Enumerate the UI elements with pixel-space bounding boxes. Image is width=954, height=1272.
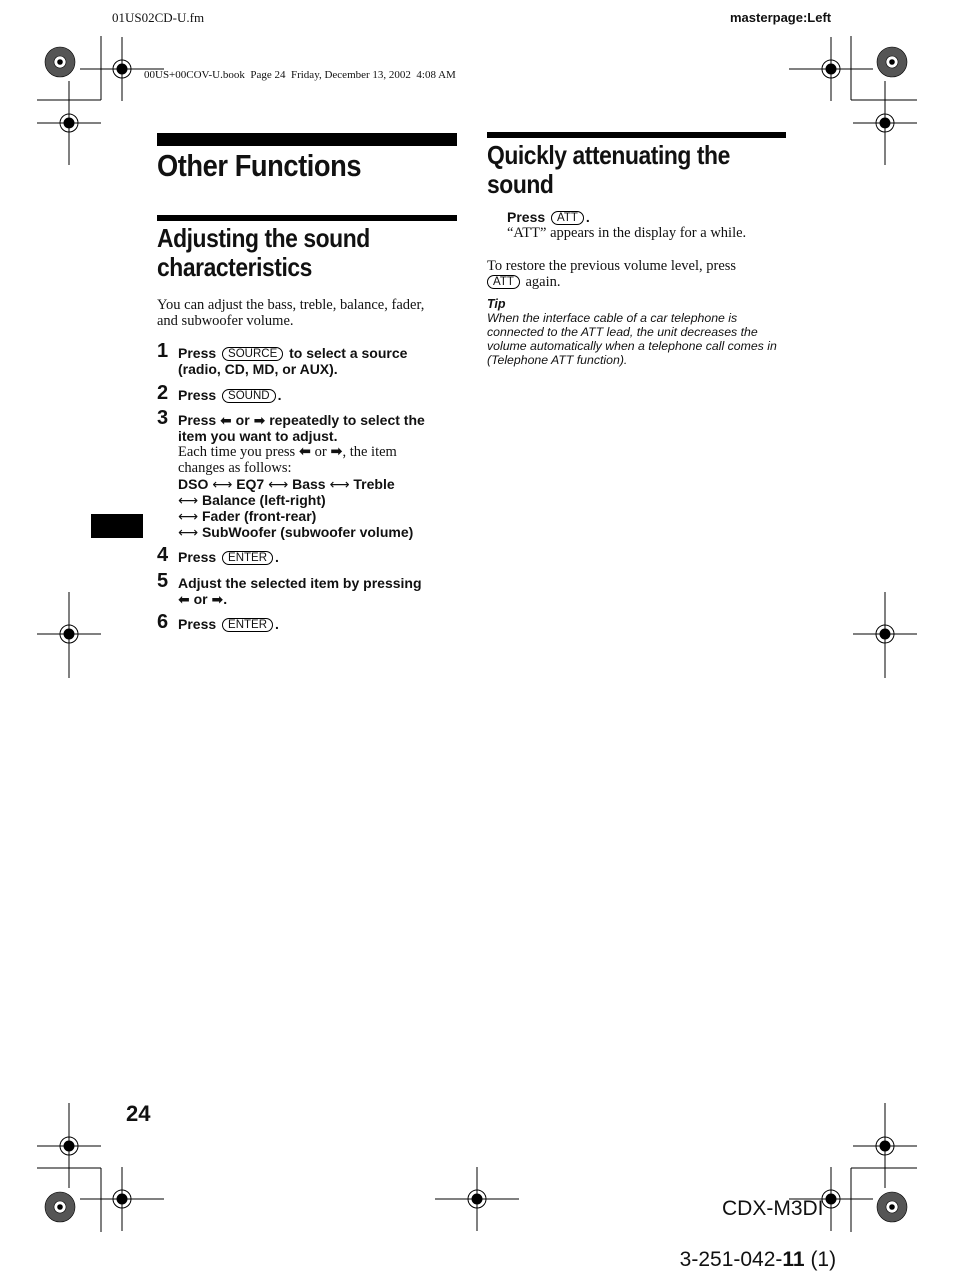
double-arrow-icon: ⟷: [329, 477, 350, 493]
step-3-text: [178, 412, 425, 429]
step-number: 5: [157, 570, 169, 592]
step-number: 3: [157, 407, 169, 429]
step-5-after: .: [223, 591, 228, 607]
section-rule: [157, 215, 457, 221]
double-arrow-icon: ⟷: [178, 493, 199, 509]
left-arrow-icon: ⬅: [178, 592, 190, 608]
part-prefix: 3-251-042-: [679, 1248, 783, 1271]
tip-line: volume automatically when a telephone call comes in: [487, 339, 777, 353]
cycle-line2: [178, 492, 326, 509]
cycle-balance: Balance (left-right): [201, 492, 326, 508]
att-press: Press: [507, 209, 546, 225]
step-6-text: [178, 616, 279, 632]
step-3-press: Press: [178, 412, 217, 428]
att-after: .: [585, 209, 590, 225]
enter-key: ENTER: [222, 551, 273, 565]
double-arrow-icon: ⟷: [268, 477, 289, 493]
header-file-name: 01US02CD-U.fm: [112, 10, 205, 25]
left-arrow-icon: ⬅: [298, 444, 311, 460]
tip-line: (Telephone ATT function).: [487, 353, 628, 367]
tip-line: connected to the ATT lead, the unit decreases the: [487, 325, 758, 339]
restore-line2: [487, 274, 561, 290]
section-title-line2: characteristics: [157, 252, 312, 282]
header-masterpage: masterpage:Left: [730, 10, 832, 25]
cycle-subwoofer: SubWoofer (subwoofer volume): [201, 524, 414, 540]
right-arrow-icon: ➡: [330, 444, 343, 460]
step-5-or: or: [193, 591, 208, 607]
section-tab: [91, 514, 143, 538]
page-title: Other Functions: [157, 148, 362, 183]
part-number: [668, 1224, 836, 1272]
step-6-after: .: [275, 616, 279, 632]
double-arrow-icon: ⟷: [178, 509, 199, 525]
restore-after: again.: [525, 274, 561, 290]
part-suffix: (1): [804, 1248, 837, 1271]
step-number: 1: [157, 340, 169, 362]
step-number: 4: [157, 544, 169, 566]
source-key: SOURCE: [222, 347, 283, 361]
step-2-text: [178, 387, 281, 403]
step-4-press: Press: [178, 549, 217, 565]
intro-line1: You can adjust the bass, treble, balance, fader,: [157, 297, 425, 313]
title-rule: [157, 133, 457, 146]
step-5-line2: [178, 591, 227, 608]
tip-line: When the interface cable of a car telephone is: [487, 311, 738, 325]
step-3-desc-b: , the item: [342, 444, 397, 460]
att-key: ATT: [487, 275, 520, 289]
step-3-after: repeatedly to select the: [269, 412, 425, 428]
header-book-info: 00US+00COV-U.book Page 24 Friday, December 13, 2002 4:08 AM: [144, 69, 456, 81]
double-arrow-icon: ⟷: [212, 477, 233, 493]
step-4-after: .: [275, 549, 279, 565]
step-1-after: to select a source: [289, 345, 408, 361]
cycle-line3: [178, 508, 316, 525]
double-arrow-icon: ⟷: [178, 525, 199, 541]
right-arrow-icon: ➡: [211, 592, 224, 608]
right-arrow-icon: ➡: [253, 413, 266, 429]
step-5-text: Adjust the selected item by pressing: [178, 575, 422, 591]
att-key: ATT: [551, 211, 584, 225]
right-title-line2: sound: [487, 169, 554, 199]
cycle-line4: [178, 524, 413, 541]
step-3-desc: [178, 444, 397, 460]
right-section-rule: [487, 132, 786, 138]
step-3-or: or: [235, 412, 250, 428]
model-name: CDX-M3DI: [722, 1197, 824, 1220]
tip-label: Tip: [487, 297, 506, 311]
step-2-after: .: [277, 387, 282, 403]
att-result: “ATT” appears in the display for a while.: [507, 225, 747, 241]
intro-line2: and subwoofer volume.: [157, 313, 294, 329]
step-1-text: [178, 345, 407, 361]
step-2-press: Press: [178, 387, 217, 403]
step-number: 2: [157, 382, 169, 404]
part-bold: 11: [782, 1248, 805, 1271]
page-number: 24: [126, 1101, 151, 1126]
step-4-text: [178, 549, 279, 565]
step-3-line2: item you want to adjust.: [178, 428, 338, 444]
step-1-press: Press: [178, 345, 217, 361]
section-title-line1: Adjusting the sound: [157, 223, 370, 253]
cycle-bass: Bass: [292, 476, 326, 492]
cycle-eq7: EQ7: [236, 476, 265, 492]
enter-key: ENTER: [222, 618, 273, 632]
cycle-line1: [178, 476, 395, 493]
sound-key: SOUND: [222, 389, 276, 403]
right-title-line1: Quickly attenuating the: [487, 140, 730, 170]
step-3-desc-or: or: [314, 444, 327, 460]
cycle-fader: Fader (front-rear): [201, 508, 317, 524]
cycle-treble: Treble: [353, 476, 395, 492]
step-1-line2: (radio, CD, MD, or AUX).: [178, 361, 338, 377]
cycle-dso: DSO: [178, 476, 209, 492]
step-number: 6: [157, 611, 169, 633]
restore-line1: To restore the previous volume level, press: [487, 258, 737, 274]
left-arrow-icon: ⬅: [220, 413, 232, 429]
step-3-desc-a: Each time you press: [178, 444, 296, 460]
att-step: [507, 209, 590, 225]
step-6-press: Press: [178, 616, 217, 632]
step-3-desc-line2: changes as follows:: [178, 460, 292, 476]
